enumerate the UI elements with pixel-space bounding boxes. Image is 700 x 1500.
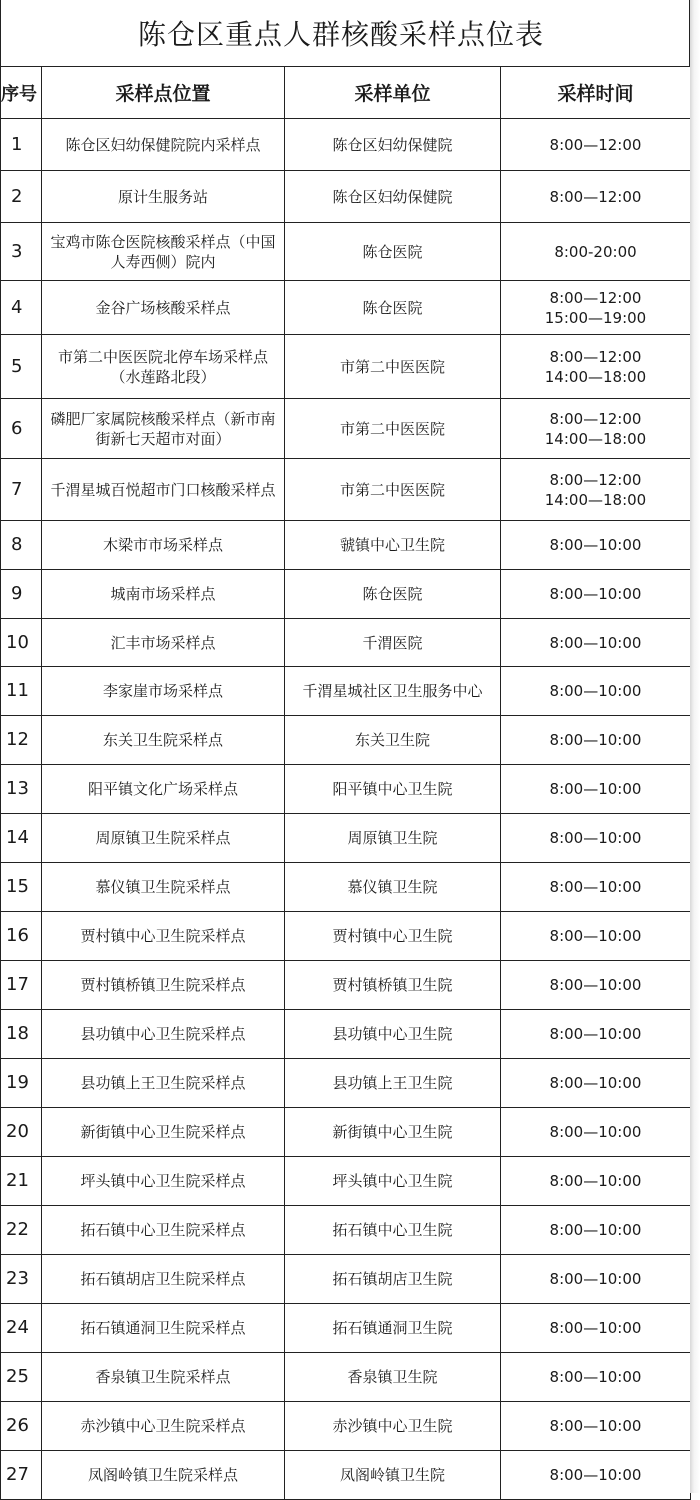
sampling-unit: 陈仓医院: [285, 281, 501, 335]
time-range: 8:00—10:00: [549, 976, 642, 994]
table-row: [1, 171, 691, 223]
sampling-unit: 拓石镇中心卫生院: [285, 1206, 501, 1255]
time-range: 8:00—10:00: [549, 1417, 642, 1435]
time-range: 8:00—10:00: [549, 633, 642, 652]
table-row: [1, 1108, 691, 1157]
table-row: [1, 765, 691, 814]
sampling-unit: 拓石镇通洞卫生院: [285, 1304, 501, 1353]
sampling-location: 金谷广场核酸采样点: [42, 281, 285, 335]
sampling-time: [501, 281, 691, 335]
time-range: 8:00—10:00: [549, 1270, 642, 1288]
sampling-location: 县功镇中心卫生院采样点: [42, 1010, 285, 1059]
header-no: 序号: [1, 67, 42, 119]
time-range: 8:00—12:00: [549, 409, 642, 428]
sampling-time: [501, 119, 691, 171]
sampling-time: [501, 399, 691, 459]
time-range: 14:00—18:00: [544, 490, 647, 509]
row-number: 4: [1, 281, 42, 335]
sampling-time: [501, 521, 691, 570]
sampling-location: 慕仪镇卫生院采样点: [42, 863, 285, 912]
sampling-unit: 坪头镇中心卫生院: [285, 1157, 501, 1206]
sampling-location: 宝鸡市陈仓医院核酸采样点（中国人寿西侧）院内: [42, 223, 285, 281]
row-number: 2: [1, 171, 42, 223]
time-range: 8:00—10:00: [549, 780, 642, 798]
sampling-sites-table: [0, 66, 691, 1500]
table-body: [1, 119, 691, 1500]
sampling-unit: 阳平镇中心卫生院: [285, 765, 501, 814]
row-number: 12: [1, 716, 42, 765]
time-range: 8:00—10:00: [549, 1074, 642, 1092]
time-range: 14:00—18:00: [544, 429, 647, 448]
sampling-location: 赤沙镇中心卫生院采样点: [42, 1402, 285, 1451]
sampling-time: [501, 765, 691, 814]
sampling-time: [501, 863, 691, 912]
row-number: 7: [1, 459, 42, 521]
sampling-unit: 贾村镇桥镇卫生院: [285, 961, 501, 1010]
time-range: 8:00—10:00: [549, 1368, 642, 1386]
page-title: 陈仓区重点人群核酸采样点位表: [137, 18, 544, 51]
sampling-time: [501, 619, 691, 667]
table-header-row: [1, 67, 691, 119]
table-row: [1, 1059, 691, 1108]
sampling-unit: 千渭医院: [285, 619, 501, 667]
time-range: 8:00—12:00: [549, 135, 642, 154]
sampling-location: 贾村镇桥镇卫生院采样点: [42, 961, 285, 1010]
header-time: 采样时间: [501, 67, 691, 119]
row-number: 23: [1, 1255, 42, 1304]
time-range: 8:00—10:00: [549, 1466, 642, 1484]
row-number: 13: [1, 765, 42, 814]
table-row: [1, 1206, 691, 1255]
table-row: [1, 1402, 691, 1451]
sampling-time: [501, 912, 691, 961]
time-range: 8:00—10:00: [549, 731, 642, 749]
row-number: 19: [1, 1059, 42, 1108]
sampling-time: [501, 1010, 691, 1059]
table-row: [1, 570, 691, 619]
row-number: 6: [1, 399, 42, 459]
time-range: 8:00—10:00: [549, 1319, 642, 1337]
row-number: 25: [1, 1353, 42, 1402]
sampling-time: [501, 814, 691, 863]
row-number: 5: [1, 335, 42, 399]
time-range: 8:00—10:00: [549, 1221, 642, 1239]
row-number: 8: [1, 521, 42, 570]
time-range: 8:00—12:00: [549, 347, 642, 366]
sampling-unit: 市第二中医医院: [285, 335, 501, 399]
time-range: 8:00—10:00: [549, 1025, 642, 1043]
sampling-unit: 县功镇上王卫生院: [285, 1059, 501, 1108]
sampling-time: [501, 1206, 691, 1255]
time-range: 8:00—10:00: [549, 878, 642, 896]
row-number: 26: [1, 1402, 42, 1451]
sampling-time: [501, 961, 691, 1010]
sampling-time: [501, 1451, 691, 1500]
table-row: [1, 961, 691, 1010]
time-range: 8:00—10:00: [549, 829, 642, 847]
time-range: 8:00—10:00: [549, 536, 642, 554]
row-number: 9: [1, 570, 42, 619]
sampling-time: [501, 1304, 691, 1353]
sampling-location: 李家崖市场采样点: [42, 667, 285, 716]
time-range: 8:00—12:00: [549, 288, 642, 307]
row-number: 16: [1, 912, 42, 961]
table-row: [1, 1157, 691, 1206]
sampling-location: 城南市场采样点: [42, 570, 285, 619]
sampling-location: 市第二中医医院北停车场采样点（水莲路北段）: [42, 335, 285, 399]
table-row: [1, 521, 691, 570]
row-number: 27: [1, 1451, 42, 1500]
sampling-unit: 赤沙镇中心卫生院: [285, 1402, 501, 1451]
sampling-unit: 陈仓区妇幼保健院: [285, 119, 501, 171]
sampling-unit: 凤阁岭镇卫生院: [285, 1451, 501, 1500]
time-range: 8:00—10:00: [549, 1172, 642, 1190]
time-range: 15:00—19:00: [544, 308, 647, 327]
sampling-unit: 虢镇中心卫生院: [285, 521, 501, 570]
sampling-unit: 慕仪镇卫生院: [285, 863, 501, 912]
sampling-unit: 新街镇中心卫生院: [285, 1108, 501, 1157]
table-row: [1, 119, 691, 171]
row-number: 22: [1, 1206, 42, 1255]
sampling-location: 拓石镇中心卫生院采样点: [42, 1206, 285, 1255]
time-range: 8:00—10:00: [549, 1123, 642, 1141]
sampling-time: [501, 1353, 691, 1402]
row-number: 11: [1, 667, 42, 716]
time-range: 8:00—10:00: [549, 585, 642, 603]
sampling-time: [501, 1157, 691, 1206]
time-range: 8:00—12:00: [549, 187, 642, 206]
sampling-time: [501, 667, 691, 716]
table-row: [1, 716, 691, 765]
row-number: 15: [1, 863, 42, 912]
sampling-unit: 市第二中医医院: [285, 459, 501, 521]
sampling-unit: 市第二中医医院: [285, 399, 501, 459]
sampling-time: [501, 1402, 691, 1451]
sampling-location: 木梁市市场采样点: [42, 521, 285, 570]
sampling-time: [501, 1255, 691, 1304]
sampling-time: [501, 1108, 691, 1157]
sampling-location: 原计生服务站: [42, 171, 285, 223]
row-number: 10: [1, 619, 42, 667]
sampling-location: 坪头镇中心卫生院采样点: [42, 1157, 285, 1206]
table-row: [1, 1255, 691, 1304]
row-number: 18: [1, 1010, 42, 1059]
sampling-time: [501, 716, 691, 765]
table-row: [1, 912, 691, 961]
page-edge-shadow: [690, 0, 700, 1493]
sampling-location: 千渭星城百悦超市门口核酸采样点: [42, 459, 285, 521]
sampling-unit: 千渭星城社区卫生服务中心: [285, 667, 501, 716]
table-row: [1, 814, 691, 863]
header-location: 采样点位置: [42, 67, 285, 119]
sampling-location: 拓石镇通洞卫生院采样点: [42, 1304, 285, 1353]
sampling-location: 周原镇卫生院采样点: [42, 814, 285, 863]
sampling-unit: 陈仓医院: [285, 223, 501, 281]
time-range: 8:00—10:00: [549, 682, 642, 700]
sampling-location: 凤阁岭镇卫生院采样点: [42, 1451, 285, 1500]
table-row: [1, 863, 691, 912]
table-row: [1, 1353, 691, 1402]
row-number: 3: [1, 223, 42, 281]
time-range: 8:00—12:00: [549, 470, 642, 489]
sampling-time: [501, 335, 691, 399]
row-number: 24: [1, 1304, 42, 1353]
sampling-location: 拓石镇胡店卫生院采样点: [42, 1255, 285, 1304]
sampling-unit: 贾村镇中心卫生院: [285, 912, 501, 961]
table-row: [1, 1010, 691, 1059]
sampling-unit: 香泉镇卫生院: [285, 1353, 501, 1402]
time-range: 14:00—18:00: [544, 367, 647, 386]
title-box: [0, 0, 690, 66]
sampling-time: [501, 171, 691, 223]
row-number: 14: [1, 814, 42, 863]
table-row: [1, 281, 691, 335]
time-range: 8:00—10:00: [549, 927, 642, 945]
row-number: 21: [1, 1157, 42, 1206]
sampling-location: 汇丰市场采样点: [42, 619, 285, 667]
sampling-location: 新街镇中心卫生院采样点: [42, 1108, 285, 1157]
table-row: [1, 1304, 691, 1353]
sampling-location: 阳平镇文化广场采样点: [42, 765, 285, 814]
row-number: 17: [1, 961, 42, 1010]
table-row: [1, 1451, 691, 1500]
table-row: [1, 399, 691, 459]
time-range: 8:00-20:00: [554, 242, 637, 261]
sampling-location: 贾村镇中心卫生院采样点: [42, 912, 285, 961]
sampling-location: 县功镇上王卫生院采样点: [42, 1059, 285, 1108]
table-row: [1, 667, 691, 716]
sampling-time: [501, 1059, 691, 1108]
header-unit: 采样单位: [285, 67, 501, 119]
sampling-time: [501, 459, 691, 521]
sampling-time: [501, 570, 691, 619]
sampling-unit: 东关卫生院: [285, 716, 501, 765]
sampling-unit: 陈仓区妇幼保健院: [285, 171, 501, 223]
sampling-unit: 周原镇卫生院: [285, 814, 501, 863]
sampling-unit: 拓石镇胡店卫生院: [285, 1255, 501, 1304]
table-row: [1, 619, 691, 667]
table-row: [1, 335, 691, 399]
sampling-location: 磷肥厂家属院核酸采样点（新市南街新七天超市对面）: [42, 399, 285, 459]
table-row: [1, 223, 691, 281]
row-number: 20: [1, 1108, 42, 1157]
sampling-location: 东关卫生院采样点: [42, 716, 285, 765]
sampling-unit: 县功镇中心卫生院: [285, 1010, 501, 1059]
sampling-unit: 陈仓医院: [285, 570, 501, 619]
sampling-location: 陈仓区妇幼保健院院内采样点: [42, 119, 285, 171]
row-number: 1: [1, 119, 42, 171]
sampling-time: [501, 223, 691, 281]
table-row: [1, 459, 691, 521]
sampling-location: 香泉镇卫生院采样点: [42, 1353, 285, 1402]
